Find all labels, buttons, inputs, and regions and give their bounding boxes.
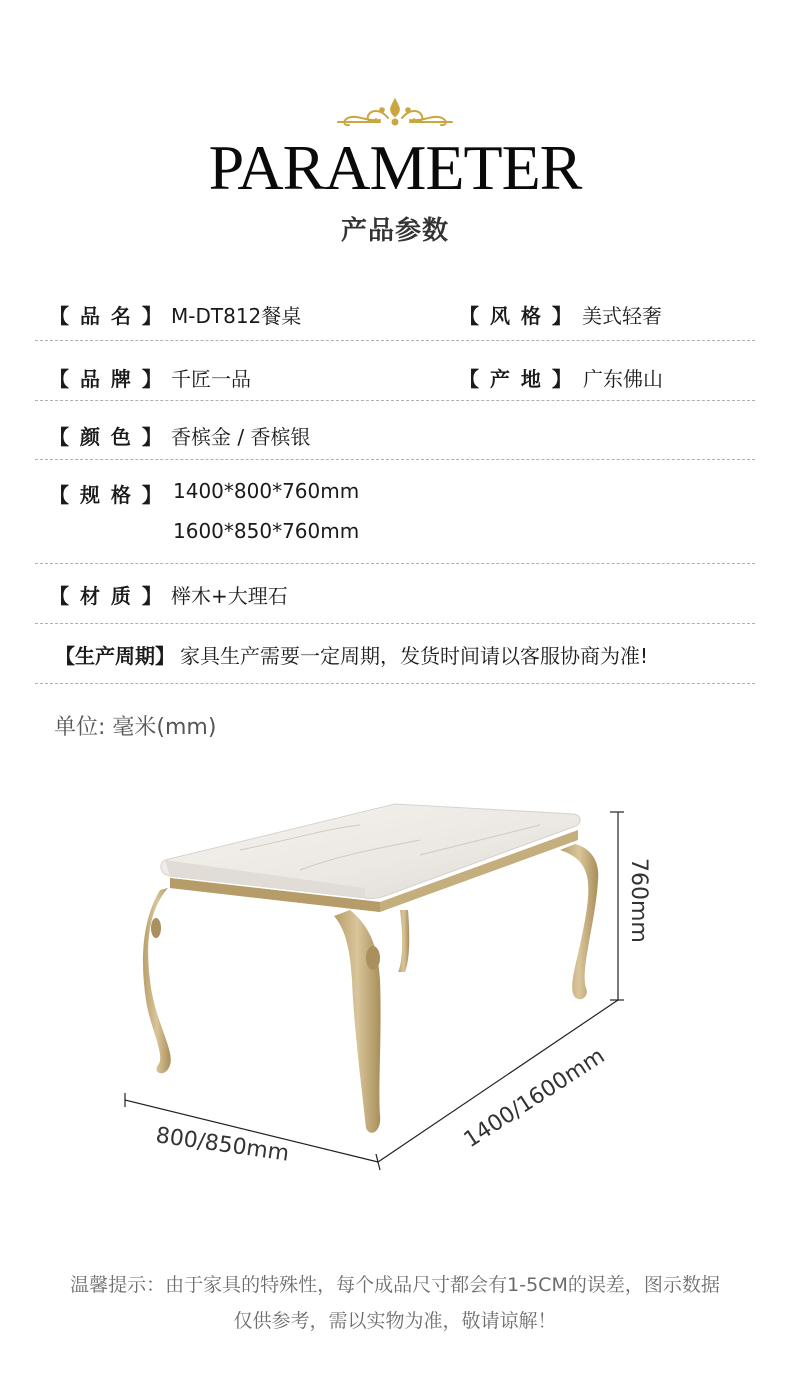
style-value: 美式轻奢 xyxy=(582,304,662,328)
height-dimension-label: 760mm xyxy=(626,858,651,943)
param-row-cycle xyxy=(35,630,755,684)
param-row-material xyxy=(35,570,755,624)
name-label: 【 品 名 】 xyxy=(49,304,164,328)
page-subtitle: 产品参数 xyxy=(340,216,449,246)
param-row-spec xyxy=(35,468,755,564)
length-dimension-line xyxy=(376,1000,618,1170)
name-value: M-DT812餐桌 xyxy=(171,304,302,328)
page-title: PARAMETER xyxy=(208,132,582,203)
color-value: 香槟金 / 香槟银 xyxy=(171,425,311,449)
height-dimension-line xyxy=(610,812,624,1000)
spec-value-2: 1600*850*760mm xyxy=(173,519,360,543)
param-row-color xyxy=(35,410,755,460)
cycle-label: 【生产周期】 xyxy=(55,644,175,668)
spec-value-1: 1400*800*760mm xyxy=(173,479,360,503)
origin-value: 广东佛山 xyxy=(583,367,663,391)
param-row-name-style xyxy=(35,290,755,341)
spec-label: 【 规 格 】 xyxy=(49,483,164,507)
material-value: 榉木+大理石 xyxy=(171,584,288,608)
dining-table xyxy=(143,804,598,1133)
table-illustration xyxy=(0,760,790,1200)
param-row-brand-origin xyxy=(35,350,755,401)
length-dimension-label: 1400/1600mm xyxy=(459,1043,610,1154)
gold-flourish-icon xyxy=(330,92,460,132)
brand-label: 【 品 牌 】 xyxy=(49,367,164,391)
brand-value: 千匠一品 xyxy=(171,367,251,391)
material-label: 【 材 质 】 xyxy=(49,584,164,608)
unit-label: 单位: 毫米(mm) xyxy=(54,715,217,740)
style-label: 【 风 格 】 xyxy=(459,304,574,328)
cycle-value: 家具生产需要一定周期，发货时间请以客服协商为准! xyxy=(180,644,649,668)
color-label: 【 颜 色 】 xyxy=(49,425,164,449)
width-dimension-label: 800/850mm xyxy=(154,1123,291,1167)
notice-line-2: 仅供参考，需以实物为准，敬请谅解！ xyxy=(233,1310,557,1332)
origin-label: 【 产 地 】 xyxy=(459,367,574,391)
notice-line-1: 温馨提示：由于家具的特殊性，每个成品尺寸都会有1-5CM的误差，图示数据 xyxy=(70,1274,720,1296)
